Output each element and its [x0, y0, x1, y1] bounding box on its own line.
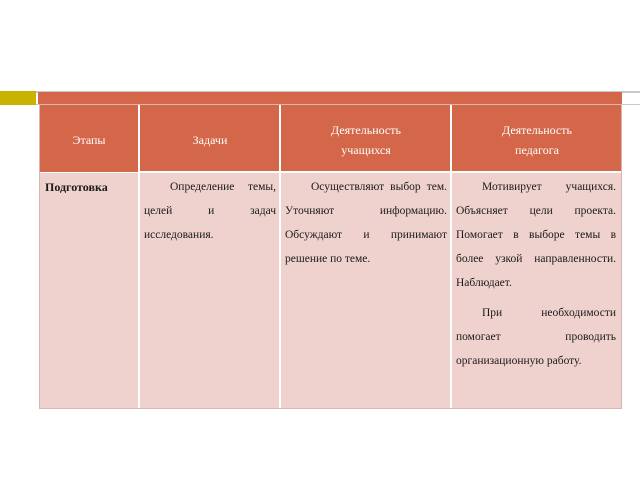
cell-stage — [39, 173, 139, 409]
project-stages-table — [39, 104, 622, 409]
header-student-activity-line2: учащихся — [341, 143, 391, 157]
column-divider — [279, 104, 281, 409]
header-stages-label: Этапы — [72, 133, 106, 147]
column-divider — [450, 104, 452, 409]
teacher-activity-text-1: Мотивирует учащихся. Объясняет цели проекта. Помогает в выборе темы в более узкой направленности. Наблюдает. — [456, 181, 616, 289]
stage-label: Подготовка — [45, 180, 108, 194]
student-activity-text: Осуществляют выбор тем. Уточняют информацию. Обсуждают и принимают решение по теме. — [285, 181, 447, 265]
tasks-text: Определение темы, целей и задач исследования. — [144, 181, 276, 241]
decorative-yellow-bar — [0, 91, 36, 105]
header-teacher-activity — [452, 104, 622, 172]
header-divider — [139, 171, 622, 173]
cell-teacher-activity — [452, 173, 622, 409]
header-tasks — [140, 104, 280, 172]
cell-student-activity — [281, 173, 451, 409]
header-student-activity — [281, 104, 451, 172]
header-student-activity-line1: Деятельность — [331, 123, 401, 137]
decorative-accent-bar — [38, 92, 622, 104]
column-divider — [138, 104, 140, 409]
teacher-activity-text-2: При необходимости помогает проводить организационную работу. — [456, 307, 616, 367]
header-teacher-activity-line2: педагога — [515, 143, 559, 157]
header-stages — [39, 104, 139, 172]
cell-tasks — [140, 173, 280, 409]
header-teacher-activity-line1: Деятельность — [502, 123, 572, 137]
header-tasks-label: Задачи — [192, 133, 228, 147]
